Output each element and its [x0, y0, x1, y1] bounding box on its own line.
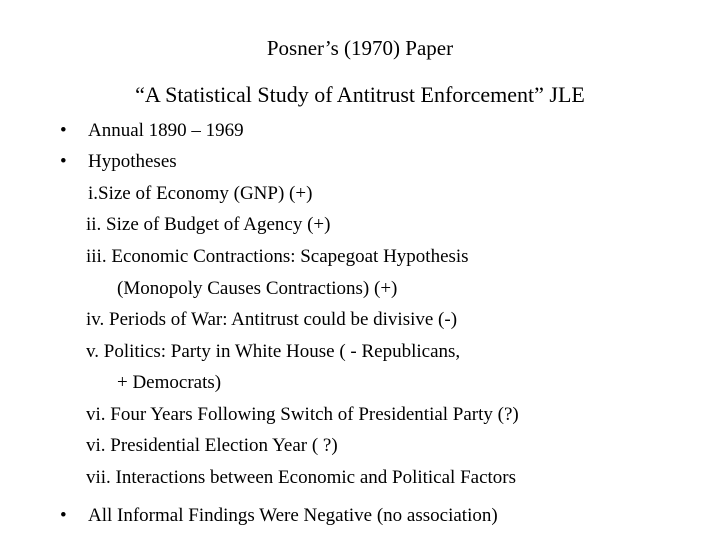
- hypothesis-item: iii. Economic Contractions: Scapegoat Hypothesis: [86, 246, 469, 267]
- hypothesis-item: vi. Four Years Following Switch of Presidential Party (?): [86, 404, 519, 425]
- hypothesis-item: iv. Periods of War: Antitrust could be divisive (-): [86, 309, 458, 330]
- paper-title: “A Statistical Study of Antitrust Enforcement” JLE: [135, 82, 585, 107]
- hypothesis-item: vii. Interactions between Economic and Political Factors: [86, 467, 517, 488]
- bullet-marker: •: [60, 505, 67, 526]
- bullet-annual: Annual 1890 – 1969: [88, 120, 244, 141]
- bullet-marker: •: [60, 151, 67, 172]
- hypothesis-item: vi. Presidential Election Year ( ?): [86, 435, 338, 456]
- hypothesis-continuation: + Democrats): [117, 372, 222, 393]
- slide-title: Posner’s (1970) Paper: [266, 36, 454, 60]
- bullet-findings: All Informal Findings Were Negative (no association): [88, 505, 498, 526]
- hypothesis-item: ii. Size of Budget of Agency (+): [86, 214, 331, 235]
- hypothesis-item: v. Politics: Party in White House ( - Republicans,: [86, 341, 461, 362]
- hypothesis-continuation: (Monopoly Causes Contractions) (+): [117, 278, 398, 299]
- bullet-marker: •: [60, 120, 67, 141]
- bullet-hypotheses: Hypotheses: [88, 151, 177, 172]
- hypothesis-item: i.Size of Economy (GNP) (+): [88, 183, 313, 204]
